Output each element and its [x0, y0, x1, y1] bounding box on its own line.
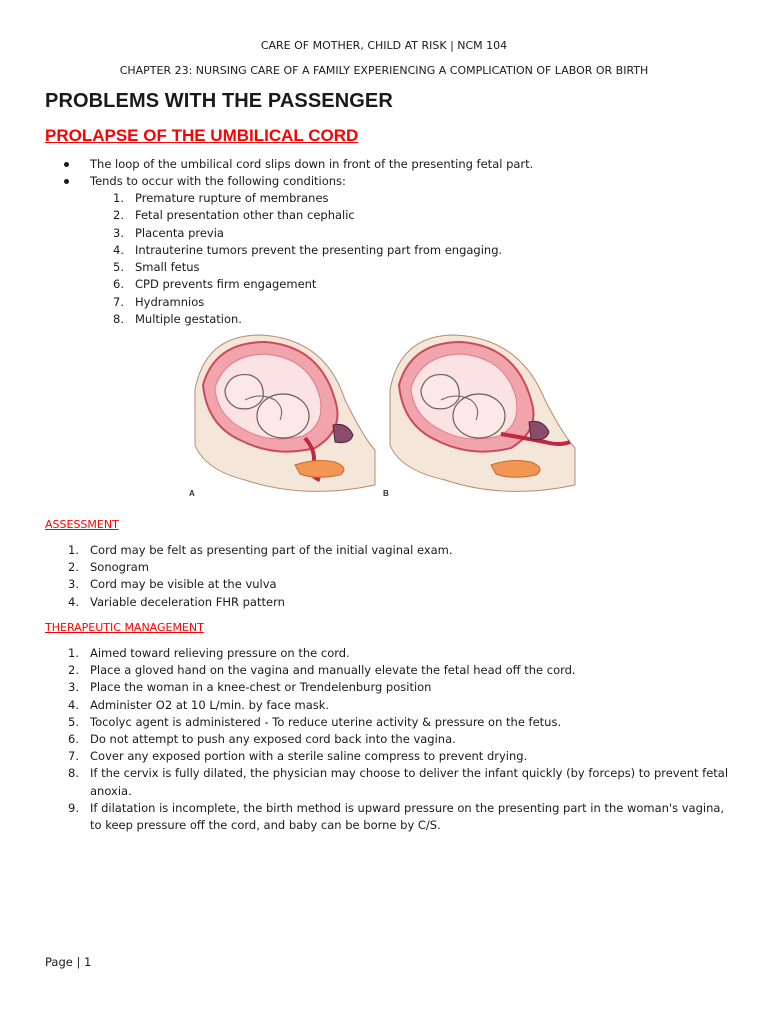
- item-text: Hydramnios: [135, 294, 205, 309]
- item-number: 6.: [68, 732, 79, 747]
- illustration-svg: [185, 330, 585, 505]
- panel-a: [195, 335, 375, 491]
- list-item: [68, 645, 738, 662]
- list-item: [113, 207, 740, 224]
- list-item: [113, 225, 740, 242]
- assessment-heading: ASSESSMENT: [45, 518, 119, 531]
- item-text: Place a gloved hand on the vagina and manually elevate the fetal head off the cord.: [90, 663, 576, 678]
- item-number: 3.: [113, 225, 124, 240]
- item-text: Placenta previa: [135, 225, 224, 240]
- item-number: 4.: [68, 594, 79, 609]
- item-number: 7.: [113, 294, 124, 309]
- item-number: 4.: [113, 242, 124, 257]
- item-text: Place the woman in a knee-chest or Trendelenburg position: [90, 680, 432, 695]
- bullet-icon: [64, 162, 69, 167]
- list-item: [68, 679, 738, 696]
- item-text: CPD prevents firm engagement: [135, 277, 317, 292]
- item-text: Aimed toward relieving pressure on the cord.: [90, 646, 350, 660]
- item-text: If the cervix is fully dilated, the physician may choose to deliver the infant quickly (by forceps) to prevent fetal anoxia.: [90, 766, 729, 798]
- list-item: [68, 731, 738, 748]
- list-item: [68, 559, 738, 576]
- cord-prolapse-illustration: [185, 330, 585, 505]
- bullet-item: [60, 173, 740, 190]
- page-title: PROBLEMS WITH THE PASSENGER: [45, 90, 393, 112]
- list-item: [113, 242, 740, 259]
- item-text: Tocolyc agent is administered - To reduce uterine activity & pressure on the fetus.: [90, 714, 562, 729]
- bullet-item: [60, 156, 740, 173]
- item-number: 2.: [113, 208, 124, 223]
- item-number: 5.: [68, 714, 79, 729]
- list-item: [113, 276, 740, 293]
- item-text: Cord may be visible at the vulva: [90, 577, 277, 592]
- running-header-chapter: CHAPTER 23: NURSING CARE OF A FAMILY EXPERIENCING A COMPLICATION OF LABOR OR BIRTH: [119, 64, 649, 77]
- list-item: [68, 576, 738, 593]
- list-item: [68, 714, 738, 731]
- figure-label-a: A: [189, 489, 195, 498]
- item-text: Cord may be felt as presenting part of the initial vaginal exam.: [90, 543, 453, 557]
- assessment-list: [68, 542, 738, 611]
- item-text: Variable deceleration FHR pattern: [90, 594, 285, 609]
- item-text: Intrauterine tumors prevent the presenting part from engaging.: [135, 242, 503, 257]
- conditions-list: [60, 190, 740, 328]
- item-number: 1.: [113, 191, 124, 205]
- list-item: [113, 294, 740, 311]
- item-number: 3.: [68, 577, 79, 592]
- item-text: Small fetus: [135, 260, 200, 275]
- item-number: 1.: [68, 646, 79, 660]
- list-item: [68, 748, 738, 765]
- item-number: 8.: [113, 312, 124, 327]
- running-header-course: CARE OF MOTHER, CHILD AT RISK | NCM 104: [260, 39, 508, 52]
- item-text: Administer O2 at 10 L/min. by face mask.: [90, 697, 330, 712]
- item-number: 1.: [68, 543, 79, 557]
- bullet-text: Tends to occur with the following conditions:: [90, 174, 346, 188]
- list-item: [68, 662, 738, 679]
- item-number: 7.: [68, 749, 79, 764]
- therapeutic-heading: THERAPEUTIC MANAGEMENT: [45, 621, 204, 634]
- item-number: 2.: [68, 663, 79, 678]
- bullet-text: The loop of the umbilical cord slips down in front of the presenting fetal part.: [90, 157, 534, 171]
- list-item: [68, 765, 738, 799]
- list-item: [113, 259, 740, 276]
- list-item: [68, 697, 738, 714]
- item-text: Premature rupture of membranes: [135, 191, 329, 205]
- item-text: If dilatation is incomplete, the birth method is upward pressure on the presenting part in the woman's vagina, to keep pressure off the cord, and baby can be borne by C/S.: [90, 800, 725, 833]
- item-number: 3.: [68, 680, 79, 695]
- figure-label-b: B: [383, 489, 389, 498]
- list-item: [68, 542, 738, 559]
- list-item: [113, 190, 740, 207]
- item-text: Do not attempt to push any exposed cord back into the vagina.: [90, 732, 456, 747]
- therapeutic-list: [68, 645, 738, 834]
- section-title: PROLAPSE OF THE UMBILICAL CORD: [45, 126, 359, 145]
- panel-b: [390, 335, 575, 491]
- item-number: 2.: [68, 560, 79, 575]
- bullet-icon: [64, 179, 69, 184]
- item-text: Multiple gestation.: [135, 312, 242, 327]
- item-number: 5.: [113, 260, 124, 275]
- list-item: [68, 800, 738, 834]
- list-item: [68, 594, 738, 611]
- page-number: Page | 1: [45, 955, 92, 969]
- item-text: Fetal presentation other than cephalic: [135, 208, 355, 223]
- item-text: Cover any exposed portion with a sterile saline compress to prevent drying.: [90, 749, 528, 764]
- item-number: 6.: [113, 277, 124, 292]
- list-item: [113, 311, 740, 328]
- item-number: 9.: [68, 800, 79, 815]
- item-number: 4.: [68, 697, 79, 712]
- item-number: 8.: [68, 766, 79, 781]
- item-text: Sonogram: [90, 560, 149, 575]
- bullet-list: [60, 156, 740, 328]
